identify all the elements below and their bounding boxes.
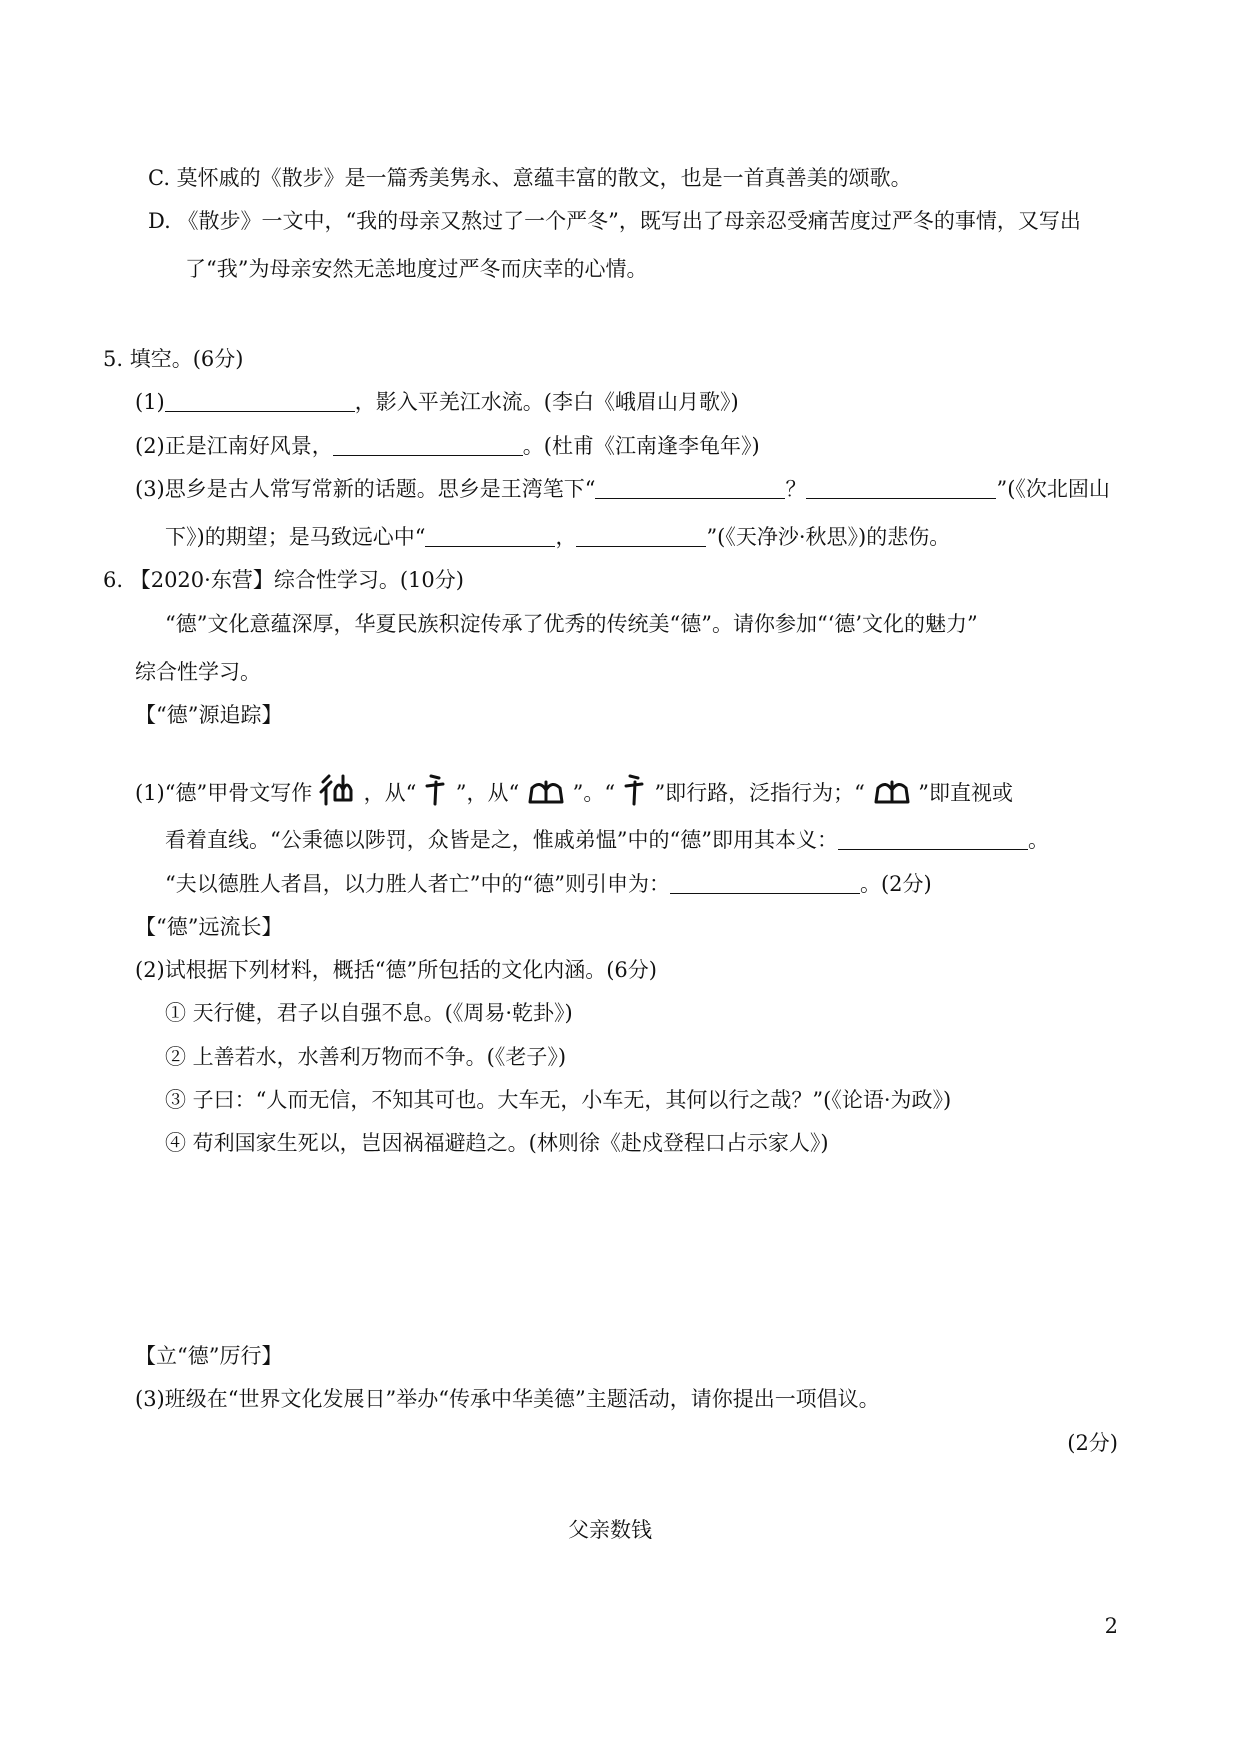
q5-item3-suffix: ”(《次北固山 bbox=[996, 477, 1110, 501]
material-1: ① 天行健，君子以自强不息。(《周易·乾卦》) bbox=[165, 1001, 573, 1025]
q5-item3-line2-mid: ， bbox=[555, 525, 577, 549]
q6-part1-line2-prefix: 看着直线。“公秉德以陟罚，众皆是之，惟戚弟愠”中的“德”即用其本义： bbox=[165, 828, 838, 852]
q5-item3-mid: ？ bbox=[785, 477, 807, 501]
option-d-line2: 了“我”为母亲安然无恙地度过严冬而庆幸的心情。 bbox=[185, 257, 648, 281]
q6-intro-line2: 综合性学习。 bbox=[135, 660, 261, 684]
q6-heading: 6. 【2020·东营】综合性学习。(10分) bbox=[103, 568, 464, 592]
q5-item3-line2-suffix: ”(《天净沙·秋思》)的悲伤。 bbox=[706, 525, 951, 549]
oracle-chi-glyph bbox=[622, 772, 648, 806]
q5-item2-prefix: (2)正是江南好风景， bbox=[135, 434, 333, 458]
material-4: ④ 苟利国家生死以，岂因祸福避趋之。(林则徐《赴戍登程口占示家人》) bbox=[165, 1131, 829, 1155]
fill-blank[interactable] bbox=[333, 434, 523, 456]
q6-part1-line2 bbox=[165, 827, 1049, 854]
option-c: C. 莫怀戚的《散步》是一篇秀美隽永、意蕴丰富的散文，也是一首真善美的颂歌。 bbox=[148, 166, 912, 190]
q6-part1-e: ”即行路，泛指行为；“ bbox=[654, 781, 865, 805]
q6-part1-line2-suffix: 。 bbox=[1027, 828, 1049, 852]
fill-blank[interactable] bbox=[838, 828, 1028, 850]
q5-item1 bbox=[135, 389, 739, 416]
section-de-origin: 【“德”源追踪】 bbox=[135, 703, 283, 727]
q6-part3: (3)班级在“世界文化发展日”举办“传承中华美德”主题活动，请你提出一项倡议。 bbox=[135, 1387, 880, 1411]
q6-part1-line3-suffix: 。(2分) bbox=[859, 872, 932, 896]
q5-item3-line2 bbox=[165, 524, 950, 551]
q6-intro-line1: “德”文化意蕴深厚，华夏民族积淀传承了优秀的传统美“德”。请你参加“‘德’文化的魅力” bbox=[165, 612, 978, 636]
oracle-chi-glyph bbox=[423, 772, 449, 806]
fill-blank[interactable] bbox=[670, 872, 860, 894]
q6-part1-c: ”，从“ bbox=[455, 781, 520, 805]
q6-part1-line1 bbox=[135, 772, 1013, 807]
q5-item1-suffix: ，影入平羌江水流。(李白《峨眉山月歌》) bbox=[354, 390, 739, 414]
q6-part1-b: ，从“ bbox=[363, 781, 417, 805]
q5-item2 bbox=[135, 433, 760, 460]
section-de-practice: 【立“德”厉行】 bbox=[135, 1344, 283, 1368]
q6-part1-d: ”。“ bbox=[572, 781, 616, 805]
q5-heading: 5. 填空。(6分) bbox=[103, 347, 244, 371]
oracle-zhi-glyph bbox=[872, 776, 912, 806]
q5-item1-prefix: (1) bbox=[135, 390, 165, 414]
q5-item2-suffix: 。(杜甫《江南逢李龟年》) bbox=[522, 434, 760, 458]
section-de-history: 【“德”远流长】 bbox=[135, 915, 283, 939]
q6-part1-a: (1)“德”甲骨文写作 bbox=[135, 781, 313, 805]
q5-item3-prefix: (3)思乡是古人常写常新的话题。思乡是王湾笔下“ bbox=[135, 477, 596, 501]
fill-blank[interactable] bbox=[576, 525, 706, 547]
q6-part1-line3 bbox=[165, 871, 932, 898]
option-d-line1: D. 《散步》一文中，“我的母亲又熬过了一个严冬”，既写出了母亲忍受痛苦度过严冬的事情，又写出 bbox=[148, 209, 1081, 233]
q6-part1-line3-prefix: “夫以德胜人者昌，以力胜人者亡”中的“德”则引申为： bbox=[165, 872, 670, 896]
q5-item3-line1 bbox=[135, 476, 1110, 503]
oracle-zhi-glyph bbox=[526, 776, 566, 806]
fill-blank[interactable] bbox=[806, 477, 996, 499]
fill-blank[interactable] bbox=[595, 477, 785, 499]
q6-part2: (2)试根据下列材料，概括“德”所包括的文化内涵。(6分) bbox=[135, 958, 657, 982]
oracle-de-glyph bbox=[319, 772, 357, 806]
q5-item3-line2-prefix: 下》)的期望；是马致远心中“ bbox=[165, 525, 426, 549]
material-3: ③ 子曰：“人而无信，不知其可也。大车无，小车无，其何以行之哉？”(《论语·为政》) bbox=[165, 1088, 952, 1112]
fill-blank[interactable] bbox=[425, 525, 555, 547]
fill-blank[interactable] bbox=[165, 390, 355, 412]
q6-part3-score: (2分) bbox=[1067, 1431, 1118, 1455]
next-article-title: 父亲数钱 bbox=[568, 1518, 652, 1542]
material-2: ② 上善若水，水善利万物而不争。(《老子》) bbox=[165, 1045, 567, 1069]
page-number: 2 bbox=[1104, 1614, 1118, 1638]
q6-part1-f: ”即直视或 bbox=[918, 781, 1014, 805]
